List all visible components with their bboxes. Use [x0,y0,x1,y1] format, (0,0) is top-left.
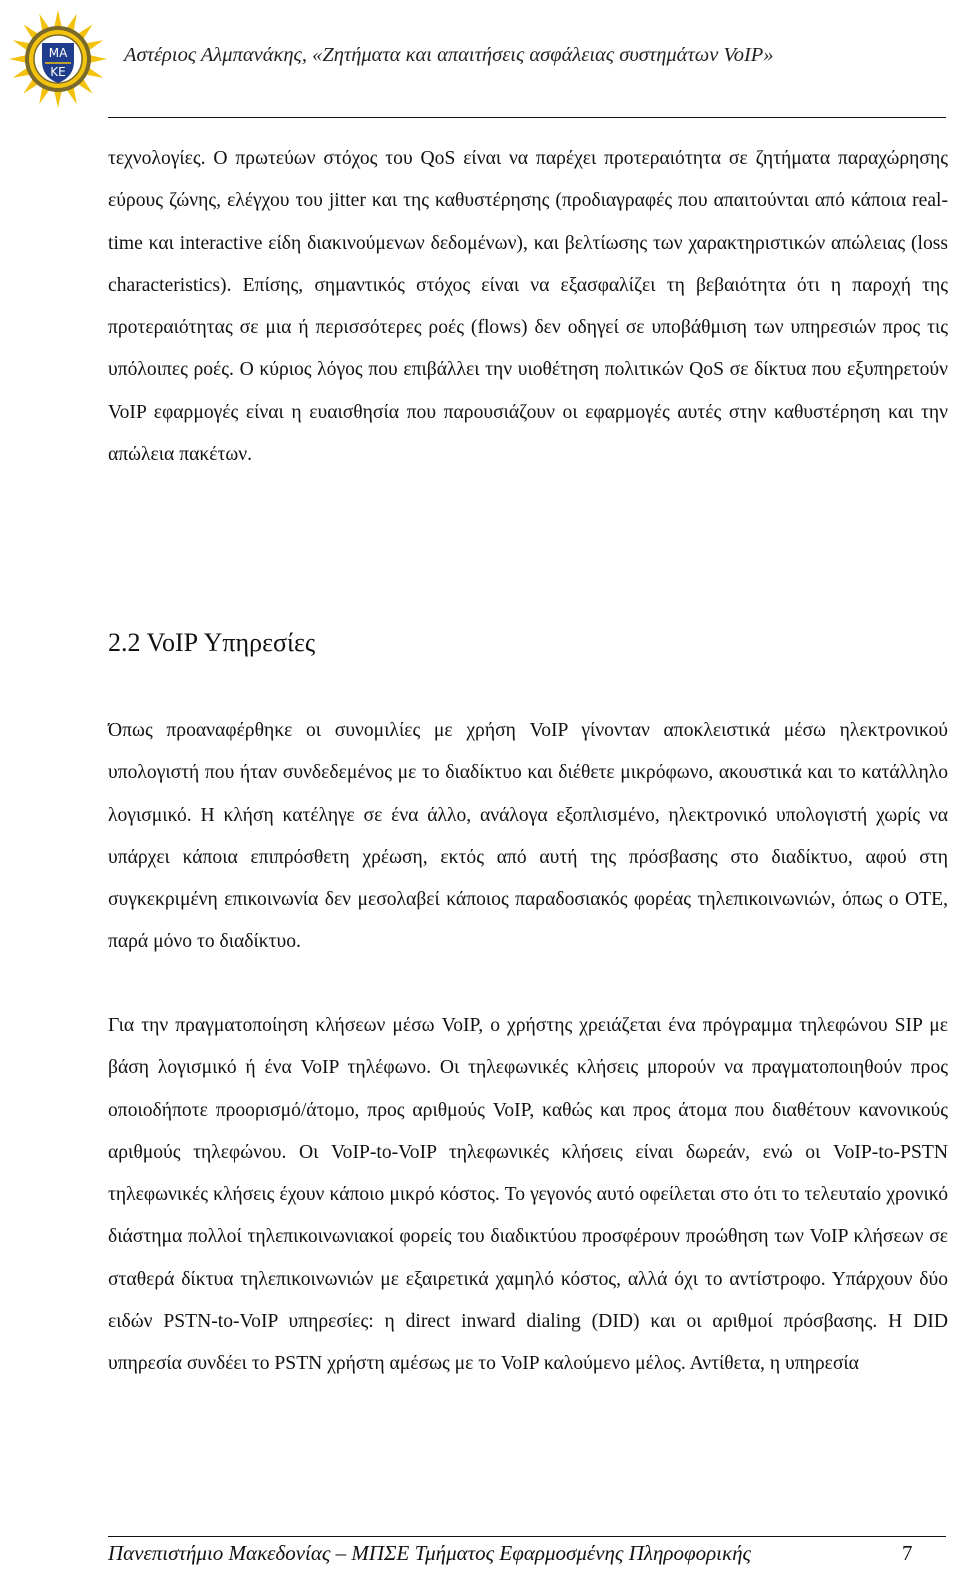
header-divider [108,117,946,118]
body-paragraph-1: τεχνολογίες. Ο πρωτεύων στόχος του QoS είναι να παρέχει προτεραιότητα σε ζητήματα παραχώρησης εύρους ζώνης, ελέγχου του jitter και της καθυστέρησης (προδιαγραφές που απαιτούνται από κάποια real-time και interactive είδη διακινούμενων δεδομένων), και βελτίωσης των χαρακτηριστικών απώλειας (loss characteristics). Επίσης, σημαντικός στόχος είναι να εξασφαλίζει τη βεβαιότητα ότι η παροχή της προτεραιότητας σε μια ή περισσότερες ροές (flows) δεν οδηγεί σε υποβάθμιση των υπηρεσιών προς τις υπόλοιπες ροές. Ο κύριος λόγος που επιβάλλει την υιοθέτηση πολιτικών QoS σε δίκτυα που εξυπηρετούν VoIP εφαρμογές είναι η ευαισθησία που παρουσιάζουν οι εφαρμογές αυτές στην καθυστέρηση και την απώλεια πακέτων. [108,148,948,466]
sun-ray-icon [54,10,62,27]
footer-text: Πανεπιστήμιο Μακεδονίας – ΜΠΣΕ Τμήματος Εφαρμοσμένης Πληροφορικής [108,1541,752,1565]
body-paragraph-3: Για την πραγματοποίηση κλήσεων μέσω VoIP, ο χρήστης χρειάζεται ένα πρόγραμμα τηλεφώνου SIP με βάση λογισμικό ή ένα VoIP τηλέφωνο. Οι τηλεφωνικές κλήσεις μπορούν να πραγματοποιηθούν προς οποιοδήποτε προορισμό/άτομο, προς αριθμούς VoIP, καθώς και προς άτομα που διαθέτουν κανονικούς αριθμούς τηλεφώνου. Οι VoIP-to-VoIP τηλεφωνικές κλήσεις είναι δωρεάν, ενώ οι VoIP-to-PSTN τηλεφωνικές κλήσεις έχουν κάποιο μικρό κόστος. Το γεγονός αυτό οφείλεται στο ότι το τελευταίο χρονικό διάστημα πολλοί τηλεπικοινωνιακοί φορείς του διαδικτύου προσφέρουν προώθηση των VoIP κλήσεων σε σταθερά δίκτυα τηλεπικοινωνιών με εξαιρετικά χαμηλό κόστος, αλλά όχι το αντίστροφο. Υπάρχουν δύο ειδών PSTN-to-VoIP υπηρεσίες: η direct inward dialing (DID) και οι αριθμοί πρόσβασης. Η DID υπηρεσία συνδέει το PSTN χρήστη αμέσως με το VoIP καλούμενο μέλος. Αντίθετα, η υπηρεσία [108,1015,948,1375]
logo-text-top: ΜΑ [48,46,68,60]
body-paragraph-2: Όπως προαναφέρθηκε οι συνομιλίες με χρήση VoIP γίνονταν αποκλειστικά μέσω ηλεκτρονικού υπολογιστή που ήταν συνδεδεμένος με το διαδίκτυο και διέθετε μικρόφωνο, ακουστικά και το κατάλληλο λογισμικό. Η κλήση κατέληγε σε ένα άλλο, ανάλογα εξοπλισμένο, ηλεκτρονικό υπολογιστή χωρίς να υπάρχει κάποια επιπρόσθετη χρέωση, εκτός από αυτή της πρόσβασης στο διαδίκτυο, αφού στη συγκεκριμένη επικοινωνία δεν μεσολαβεί κάποιος παραδοσιακός φορέας τηλεπικοινωνιών, όπως ο ΟΤΕ, παρά μόνο το διαδίκτυο. [108,720,948,953]
section-heading: 2.2 VoIP Υπηρεσίες [108,628,316,657]
sun-ray-icon [90,55,107,63]
sun-ray-icon [54,91,62,108]
university-seal-icon [8,3,108,115]
page-number: 7 [902,1541,913,1565]
footer-divider [108,1536,946,1537]
logo-text-bottom: ΚΕ [50,65,66,79]
header-title: Αστέριος Αλμπανάκης, «Ζητήματα και απαιτήσεις ασφάλειας συστημάτων VoIP» [124,44,774,66]
sun-ray-icon [9,55,26,63]
